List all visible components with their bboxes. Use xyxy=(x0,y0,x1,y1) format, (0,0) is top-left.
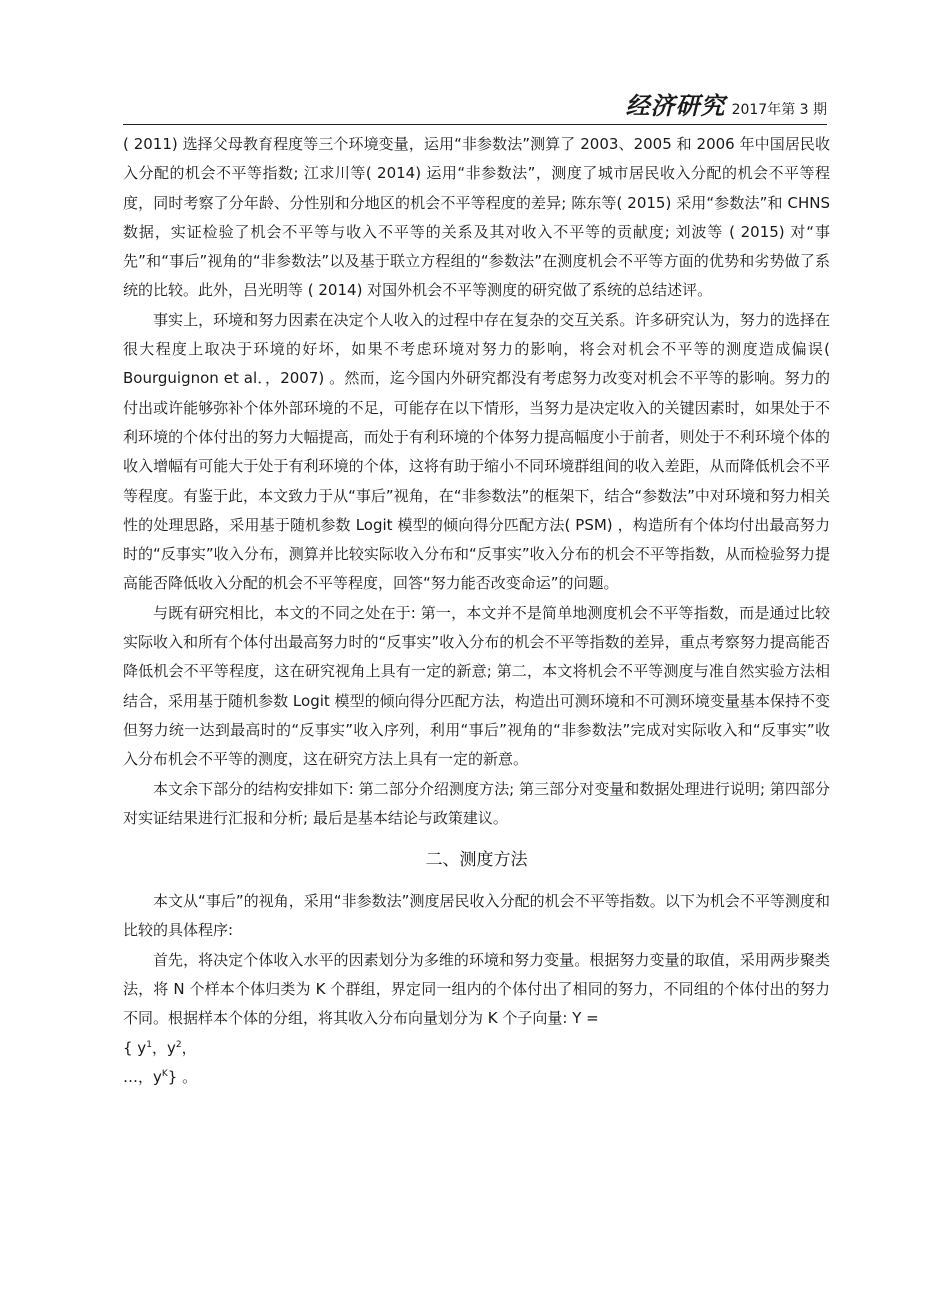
formula-line-2 xyxy=(123,1063,830,1092)
superscript: 2 xyxy=(175,1039,182,1050)
formula-text: ，y xyxy=(151,1038,176,1057)
article-body xyxy=(123,130,830,1092)
paragraph-contributions: 与既有研究相比，本文的不同之处在于: 第一，本文并不是简单地测度机会不平等指数，而是通过比较实际收入和所有个体付出最高努力时的“反事实”收入分布的机会不平等指数的差异，重点考察努力提高能否降低机会不平等程度，这在研究视角上具有一定的新意; 第二，本文将机会不平等测度与准自然实验方法相结合，采用基于随机参数 Logit 模型的倾向得分匹配方法，构造出可测环境和不可测环境变量基本保持不变但努力统一达到最高时的“反事实”收入序列，利用“事后”视角的“非参数法”完成对实际收入和“反事实”收入分布机会不平等的测度，这在研究方法上具有一定的新意。 xyxy=(123,603,830,769)
section-heading: 二、测度方法 xyxy=(425,850,528,871)
paragraph-research-motivation: 事实上，环境和努力因素在决定个人收入的过程中存在复杂的交互关系。许多研究认为，努力的选择在很大程度上取决于环境的好坏，如果不考虑环境对努力的影响，将会对机会不平等的测度造成偏误( Bourguignon et al．，2007) 。然而，迄今国内外研究都没有考虑努力改变对机会不平等的影响。努力的付出或许能够弥补个体外部环境的不足，可能存在以下情形，当努力是决定收入的关键因素时，如果处于不利环境的个体付出的努力大幅提高，而处于有利环境的个体努力提高幅度小于前者，则处于不利环境个体的收入增幅有可能大于处于有利环境的个体，这将有助于缩小不同环境群组间的收入差距，从而降低机会不平等程度。有鉴于此，本文致力于从“事后”视角，在“非参数法”的框架下，结合“参数法”中对环境和努力相关性的处理思路，采用基于随机参数 Logit 模型的倾向得分匹配方法( PSM) ，构造所有个体均付出最高努力时的“反事实”收入分布，测算并比较实际收入分布和“反事实”收入分布的机会不平等指数，从而检验努力提高能否降低收入分配的机会不平等程度，回答“努力能否改变命运”的问题。 xyxy=(123,310,830,593)
paragraph-literature-review: ( 2011) 选择父母教育程度等三个环境变量，运用“非参数法”测算了 2003、2005 和 2006 年中国居民收入分配的机会不平等指数; 江求川等( 2014) 运用“非参数法”，测度了城市居民收入分配的机会不平等程度，同时考察了分年龄、分性别和分地区的机会不平等程度的差异; 陈东等( 2015) 采用“参数法”和 CHNS 数据，实证检验了机会不平等与收入不平等的关系及其对收入不平等的贡献度; 刘波等 ( 2015) 对“事先”和“事后”视角的“非参数法”以及基于联立方程组的“参数法”在测度机会不平等方面的优势和劣势做了系统的比较。此外，吕光明等 ( 2014) 对国外机会不平等测度的研究做了系统的总结述评。 xyxy=(123,135,830,300)
formula-line-1 xyxy=(123,1034,830,1063)
paragraph-method-step-one: 首先，将决定个体收入水平的因素划分为多维的环境和努力变量。根据努力变量的取值，采用两步聚类法，将 N 个样本个体归类为 K 个群组，界定同一组内的个体付出了相同的努力，不同组的个体付出的努力不同。根据样本个体的分组，将其收入分布向量划分为 K 个子向量: Y = xyxy=(123,950,830,1028)
formula-text: …，y xyxy=(123,1067,162,1086)
journal-logo: 经济研究 xyxy=(625,91,726,120)
issue-info: 2017年第 3 期 xyxy=(731,102,827,118)
formula-text: { y xyxy=(123,1038,147,1057)
paragraph-structure: 本文余下部分的结构安排如下: 第二部分介绍测度方法; 第三部分对变量和数据处理进行说明; 第四部分对实证结果进行汇报和分析; 最后是基本结论与政策建议。 xyxy=(123,779,830,827)
paragraph-method-intro: 本文从“事后”的视角，采用“非参数法”测度居民收入分配的机会不平等指数。以下为机会不平等测度和比较的具体程序: xyxy=(123,892,830,940)
superscript: 1 xyxy=(146,1039,152,1050)
formula-text: } 。 xyxy=(167,1067,198,1086)
running-header xyxy=(123,84,827,125)
superscript: K xyxy=(161,1068,168,1079)
formula-text: ， xyxy=(181,1038,197,1057)
